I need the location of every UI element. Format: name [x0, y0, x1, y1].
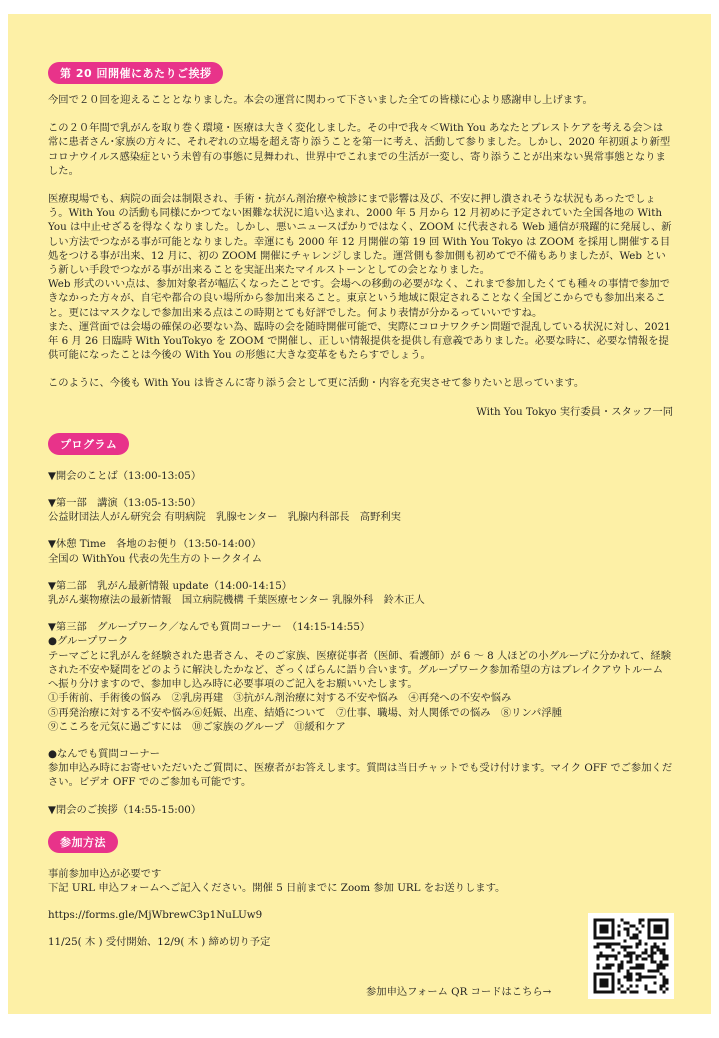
program-qa [48, 747, 673, 790]
registration-schedule: 11/25( 木 ) 受付開始、12/9( 木 ) 締め切り予定 [48, 936, 271, 949]
join-line-2: 下記 URL 申込フォームへご記入ください。開催 5 日前までに Zoom 参加 URL をお送りします。 [48, 881, 506, 894]
registration-url-link[interactable]: https://forms.gle/MjWbrewC3p1NuLUw9 [48, 909, 263, 922]
program-body [48, 469, 673, 817]
program-line: 乳がん薬物療法の最新情報 国立病院機構 千葉医療センター 乳腺外科 鈴木正人 [48, 594, 425, 607]
program-line: 参加申込み時にお寄せいただいたご質問に、医療者がお答えします。質問は当日チャットでも受け付けます。マイク OFF でご参加ください。ビデオ OFF でのご参加も可能です。 [48, 762, 673, 789]
program-line: ▼閉会のご挨拶（14:55-15:00） [48, 803, 202, 816]
program-line: ▼開会のことば（13:00-13:05） [48, 469, 202, 482]
program-line: 公益財団法人がん研究会 有明病院 乳腺センター 乳腺内科部長 高野利実 [48, 511, 401, 524]
greeting-paragraph-1: 今回で２０回を迎えることとなりました。本会の運営に関わって下さいました全ての皆様に心より感謝申し上げます。 [48, 94, 593, 106]
program-line: ▼休憩 Time 各地のお便り（13:50-14:00） [48, 538, 262, 551]
join-badge: 参加方法 [48, 831, 118, 853]
greeting-body [48, 93, 673, 419]
program-badge: プログラム [48, 433, 129, 455]
greeting-section [48, 62, 673, 419]
greeting-badge: 第 20 回開催にあたりご挨拶 [48, 62, 223, 84]
program-line: ⑤再発治療に対する不安や悩み⑥妊娠、出産、結婚について ⑦仕事、職場、対人関係での悩み ⑧リンパ浮腫 [48, 706, 562, 719]
program-part2 [48, 579, 673, 607]
program-part3 [48, 620, 673, 734]
program-part1 [48, 496, 673, 524]
qr-caption: 参加申込フォーム QR コードはこちら→ [366, 985, 552, 998]
join-body [48, 867, 673, 1017]
program-line: ●グループワーク [48, 635, 129, 648]
program-line: 全国の WithYou 代表の先生方のトークタイム [48, 552, 263, 565]
qr-code-icon[interactable] [588, 913, 674, 999]
join-line-1: 事前参加申込が必要です [48, 867, 162, 880]
program-line: ①手術前、手術後の悩み ②乳房再建 ③抗がん剤治療に対する不安や悩み ④再発への不安や悩み [48, 692, 512, 705]
greeting-paragraph-2: この２０年間で乳がんを取り巻く環境・医療は大きく変化しました。その中で我々＜With You あなたとブレストケアを考える会＞は常に患者さん･家族の方々に、それぞれの立場を超え寄り添うことを第一に考え、活動して参りました。しかし、2020 年初頭より新型コロナウイルス感染症という未曾有の事態に見舞われ、世界中でこれまでの生活が一変し、寄り添うことが出来ない異常事態となりました。 [48, 122, 671, 177]
join-section [48, 831, 673, 1017]
greeting-paragraph-4: このように、今後も With You は皆さんに寄り添う会として更に活動・内容を充実させて参りたいと思っています。 [48, 377, 585, 390]
program-section [48, 433, 673, 817]
program-line: ▼第二部 乳がん最新情報 update（14:00-14:15） [48, 579, 293, 592]
flyer-page [8, 14, 711, 1014]
program-line: テーマごとに乳がんを経験された患者さん、そのご家族、医療従事者（医師、看護師）が 6 ～ 8 人ほどの小グループに分かれて、経験された不安や疑問をどのように解決したかなど、ざっくばらんに語り合います。グループワーク参加希望の方はブレイクアウトルームへ振り分けますので、参加申し込み時に必要事項のご記入をお願いいたします。 [48, 649, 671, 691]
program-line: ●なんでも質問コーナー [48, 747, 160, 760]
greeting-paragraph-3: 医療現場でも、病院の面会は制限され、手術・抗がん剤治療や検診にまで影響は及び、不安に押し潰されそうな状況もあったでしょう。With You の活動も同様にかつてない困難な状況に追い込まれ、2000 年 5 月から 12 月初めに予定されていた全国各地の With You は中止せざるを得なくなりました。しかし、悪いニュースばかりではなく、ZOOM に代表される Web 通信が飛躍的に発展し、新しい方法でつながる事が可能となりました。幸運にも 2000 年 12 月開催の第 19 回 With You Tokyo は ZOOM を採用し開催する目処をつける事が出来、12 月に、初の ZOOM 開催にチャレンジしました。運営側も参加側も初めてで不備もありましたが、Web という新しい手段でつながる事が出来ることを実証出来たマイルストーンとしての会となりました。 Web 形式のいい点は、参加対象者が幅広くなったことです。会場への移動の必要がなく、これまで参加したくても種々の事情で参加できなかった方々が、自宅や都合の良い場所から参加出来ること。東京という地域に限定されることなく全国どこからでも参加出来ること。更にはマスクなしで参加出来る点はこの時期とても好評でした。何より表情が分かるっていいですね。 また、運営面では会場の確保の必要ない為、臨時の会を随時開催可能で、実際にコロナワクチン問題で混乱している状況に対し、2021 年 6 月 26 日臨時 With YouTokyo を ZOOM で開催し、正しい情報提供を提供し有意義でありました。必要な時に、必要な情報を提供可能になったことは今後の With You の形態に大きな変革をもたらすでしょう。 [48, 193, 672, 362]
program-break [48, 537, 673, 565]
qr-code-graphic [588, 913, 674, 999]
program-opening [48, 469, 673, 483]
program-line: ▼第三部 グループワーク／なんでも質問コーナー （14:15-14:55） [48, 621, 371, 634]
program-closing [48, 803, 673, 817]
greeting-signature: With You Tokyo 実行委員・スタッフ一同 [476, 405, 673, 418]
program-line: ⑨こころを元気に過ごすには ⑩ご家族のグループ ⑪緩和ケア [48, 720, 346, 733]
program-line: ▼第一部 講演（13:05-13:50） [48, 497, 202, 510]
